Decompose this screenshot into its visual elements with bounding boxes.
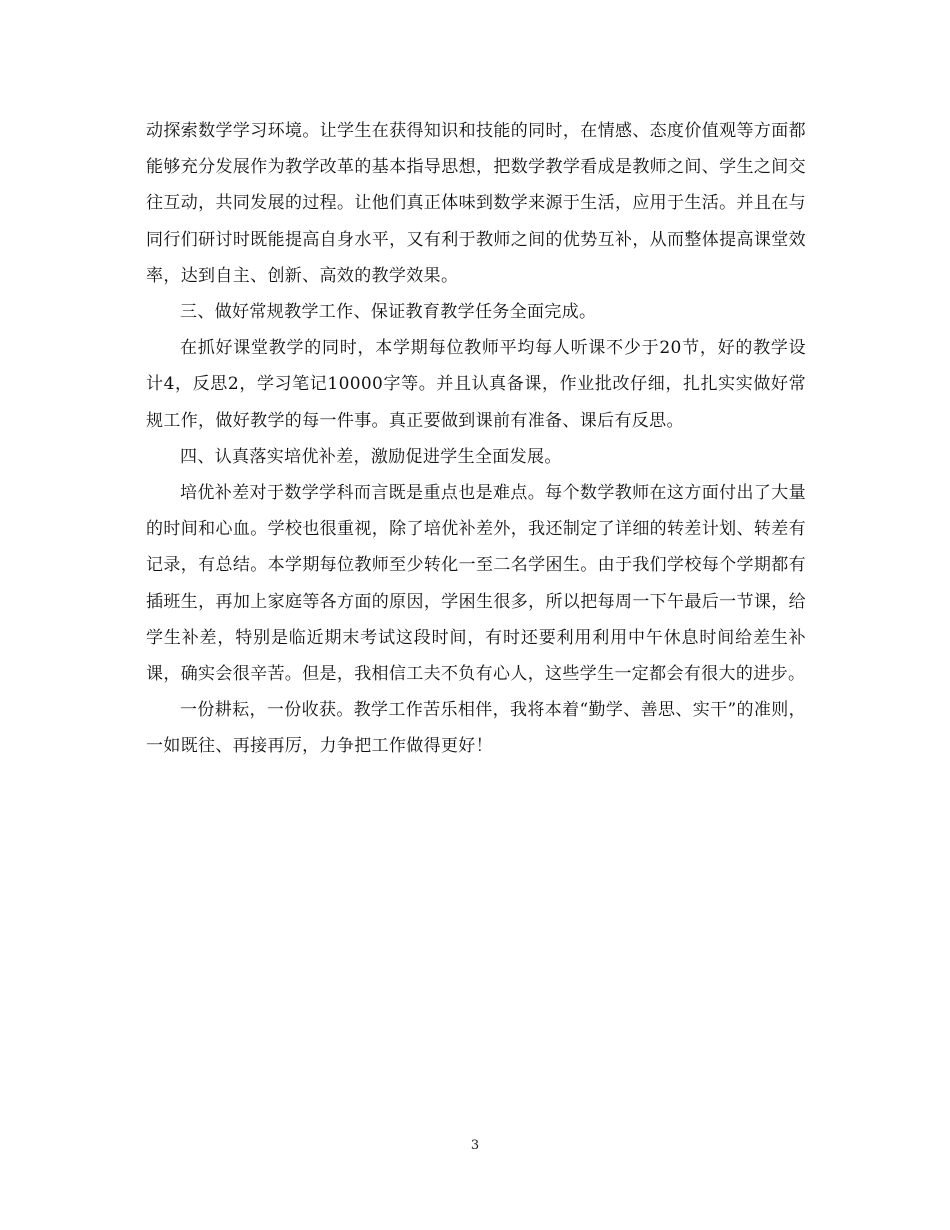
section-heading-three: 三、做好常规教学工作、保证教育教学任务全面完成。 <box>180 302 597 323</box>
paragraph-continuation: 动探索数学学习环境。让学生在获得知识和技能的同时，在情感、态度价值观等方面都能够充分发展作为教学改革的基本指导思想，把数学教学看成是教师之间、学生之间交往互动，共同发展的过程。让他们真正体味到数学来源于生活，应用于生活。并且在与同行们研讨时既能提高自身水平，又有利于教师之间的优势互补，从而整体提高课堂效率，达到自主、创新、高效的教学效果。 <box>146 121 806 286</box>
paragraph-routine-work: 在抓好课堂教学的同时，本学期每位教师平均每人听课不少于20节，好的教学设计4，反思2，学习笔记10000字等。并且认真备课，作业批改仔细，扎扎实实做好常规工作，做好教学的每一件事。真正要做到课前有准备、课后有反思。 <box>146 338 806 431</box>
paragraph-conclusion: 一份耕耘，一份收获。教学工作苦乐相伴，我将本着“勤学、善思、实干”的准则，一如既往、再接再厉，力争把工作做得更好！ <box>146 700 806 757</box>
page-number: 3 <box>470 1138 480 1153</box>
page-body <box>146 113 806 765</box>
section-heading-four: 四、认真落实培优补差，激励促进学生全面发展。 <box>180 446 562 467</box>
paragraph-tutoring: 培优补差对于数学学科而言既是重点也是难点。每个数学教师在这方面付出了大量的时间和心血。学校也很重视，除了培优补差外，我还制定了详细的转差计划、转差有记录，有总结。本学期每位教师至少转化一至二名学困生。由于我们学校每个学期都有插班生，再加上家庭等各方面的原因，学困生很多，所以把每周一下午最后一节课，给学生补差，特别是临近期末考试这段时间，有时还要利用利用中午休息时间给差生补课，确实会很辛苦。但是，我相信工夫不负有心人，这些学生一定都会有很大的进步。 <box>146 483 806 685</box>
